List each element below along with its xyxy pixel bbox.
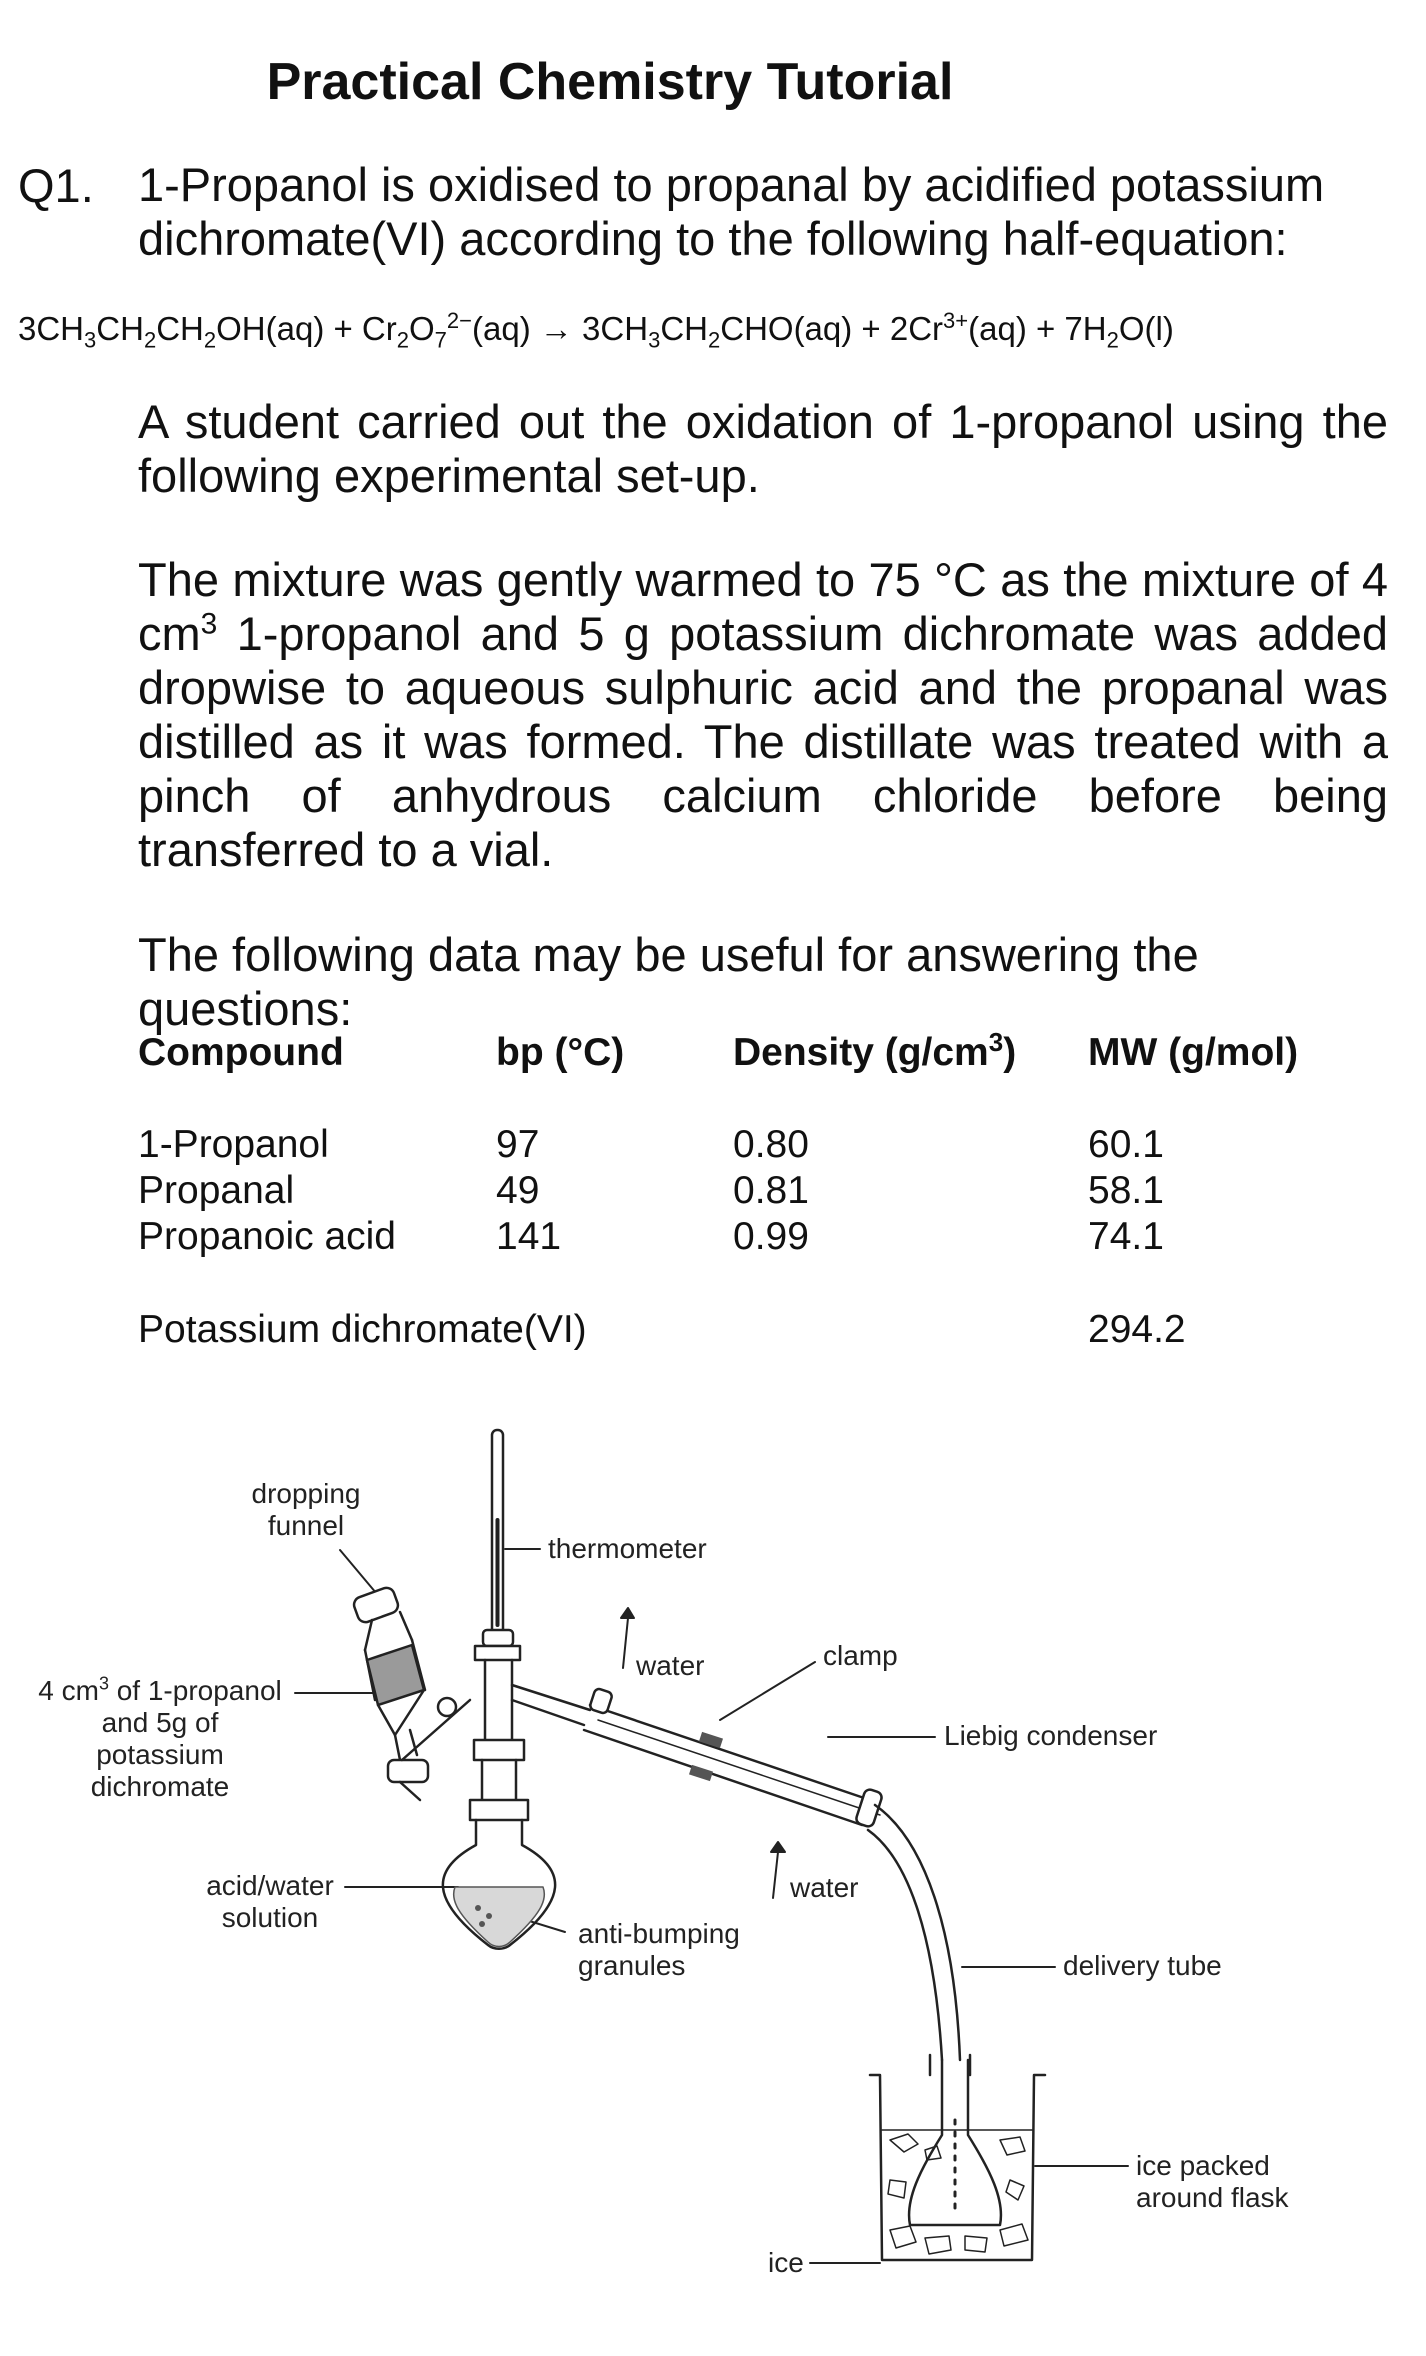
question-intro: 1-Propanol is oxidised to propanal by acidified potassium dichromate(VI) according to the following half-equation:	[138, 158, 1325, 265]
page-title: Practical Chemistry Tutorial	[266, 53, 954, 111]
label-ice-packed: ice packed around flask	[1136, 2150, 1289, 2213]
pear-flask	[443, 1800, 555, 1949]
table-cell: 97	[496, 1123, 540, 1166]
label-pointers	[295, 1549, 1128, 2263]
label-water-out: water	[790, 1872, 859, 1903]
header-mw: MW (g/mol)	[1088, 1031, 1299, 1074]
table-cell: 0.81	[733, 1169, 809, 1212]
half-equation: $3CH_3CH_2CH_2OH(aq) + Cr_2O_7^{2-}(aq) \to 3CH_3CH_2CHO(aq) + 2Cr^{3+}(aq) + 7H_2O(l)$	[18, 308, 1174, 353]
label-anti-bumping: anti-bumping granules	[578, 1918, 740, 1981]
table-cell: 0.80	[733, 1123, 809, 1166]
table-cell: Propanal	[138, 1169, 295, 1212]
paragraph-data-intro: The following data may be useful for answering the questions:	[138, 928, 1199, 1035]
delivery-tube	[868, 1805, 960, 2060]
table-cell: 58.1	[1088, 1169, 1164, 1212]
table-cell-dichromate-mw: 294.2	[1088, 1308, 1186, 1351]
table-cell: Propanoic acid	[138, 1215, 396, 1258]
ice-beaker	[870, 2055, 1045, 2260]
table-cell: 1-Propanol	[138, 1123, 329, 1166]
label-thermometer: thermometer	[548, 1533, 707, 1564]
table-cell: 60.1	[1088, 1123, 1164, 1166]
label-acid-water: acid/water solution	[206, 1870, 334, 1933]
liebig-condenser	[584, 1688, 883, 1828]
header-compound: Compound	[138, 1031, 344, 1074]
label-delivery-tube: delivery tube	[1063, 1950, 1222, 1981]
paragraph-procedure: The mixture was gently warmed to 75 °C as the mixture of 4 $cm^3$ 1-propanol and 5 g potassium dichromate was added dropwise to aqueous sulphuric acid and the propanal was distilled as it was formed. The distillate was treated with a pinch of anhydrous calcium chloride before being transferred to a vial.	[138, 553, 1388, 876]
table-cell: 0.99	[733, 1215, 809, 1258]
table-cell: 74.1	[1088, 1215, 1164, 1258]
still-head	[474, 1630, 590, 1800]
question-number: Q1.	[18, 159, 94, 212]
label-ice: ice	[768, 2247, 804, 2278]
header-bp: bp (°C)	[496, 1031, 625, 1074]
label-mixture: 4 $cm^3$ of 1-propanol and 5g of potassium dichromate	[38, 1673, 282, 1802]
table-cell-dichromate: Potassium dichromate(VI)	[138, 1308, 587, 1351]
label-liebig-condenser: Liebig condenser	[944, 1720, 1158, 1751]
table-cell: 49	[496, 1169, 540, 1212]
label-clamp: clamp	[823, 1640, 898, 1671]
label-water-in: water	[636, 1650, 705, 1681]
label-dropping-funnel: dropping funnel	[251, 1478, 361, 1541]
paragraph-setup: A student carried out the oxidation of 1-propanol using the following experimental set-up.	[138, 395, 1388, 502]
table-cell: 141	[496, 1215, 562, 1258]
header-density: Density $(g/cm^3)$	[733, 1027, 1017, 1074]
thermometer-shape	[492, 1430, 503, 1640]
